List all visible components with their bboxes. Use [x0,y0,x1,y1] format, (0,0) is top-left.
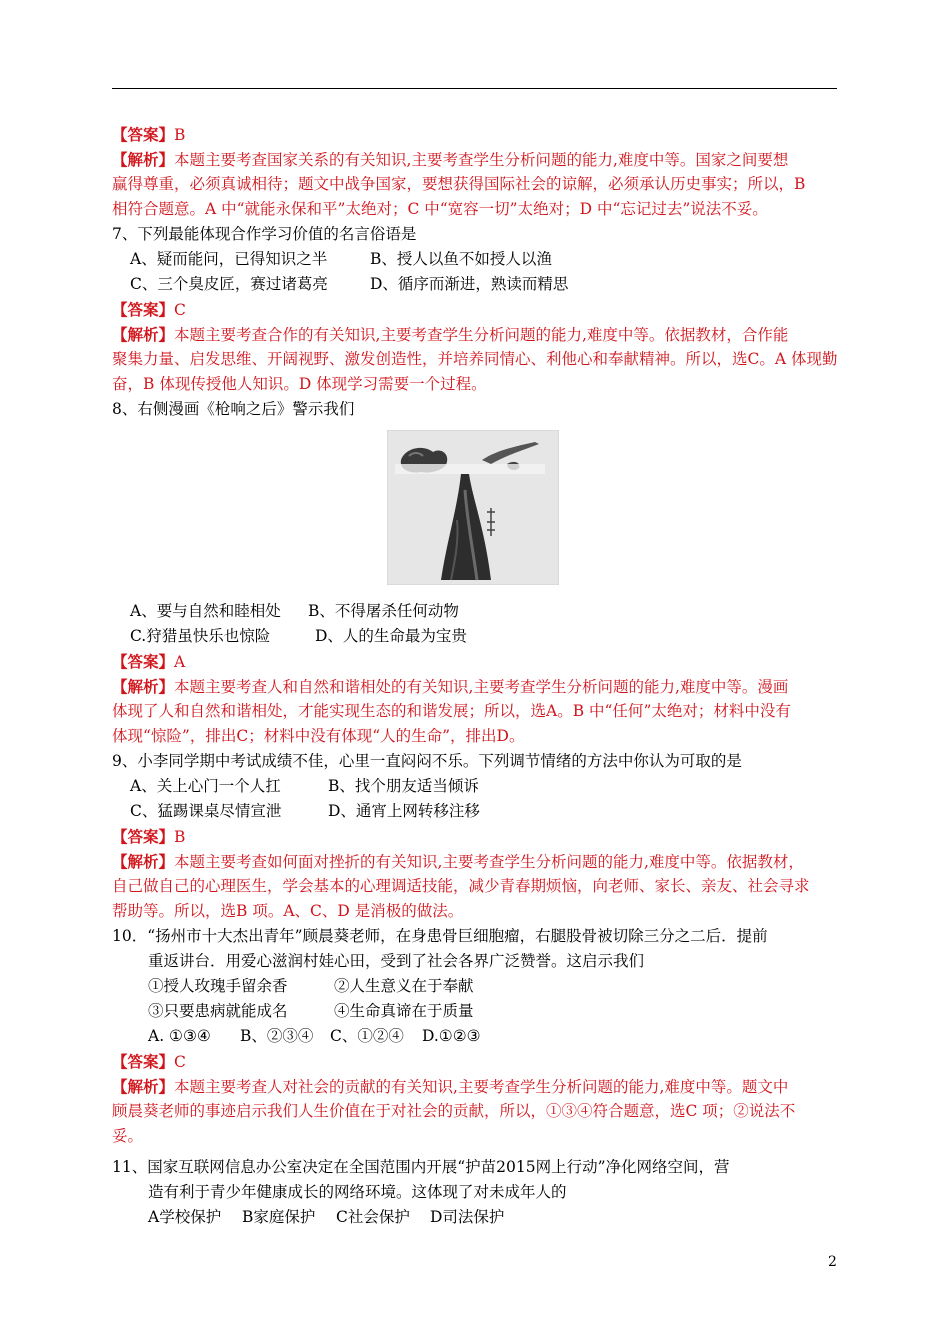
choice-d: D.①②③ [422,1027,481,1045]
answer-block [112,1049,840,1074]
option-b: B、授人以鱼不如授人以渔 [370,250,552,268]
option-a: A、要与自然和睦相处 [130,602,281,620]
explanation-line: 聚集力量、启发思维、开阔视野、激发创造性，并培养同情心、利他心和奉献精神。所以，选C。A 体现勤 [112,350,838,368]
header-rule [112,88,837,89]
answer-tag: 【答案】 [112,827,175,846]
option-a: A、关上心门一个人扛 [130,777,281,795]
choice-b: B、②③④ [240,1027,314,1045]
answer-tag: 【答案】 [112,300,175,319]
answer-value: B [174,126,186,144]
answer-value: C [174,1053,186,1071]
statement: ①授人玫瑰手留余香 [148,977,288,995]
explanation-line: 体现“惊险”，排出C；材料中没有体现“人的生命”，排出D。 [112,727,525,745]
explanation-line: 自己做自己的心理医生，学会基本的心理调适技能，减少青春期烦恼，向老师、家长、亲友、社会寻求 [112,877,810,895]
answer-value: C [174,301,186,319]
option-d: D、循序而渐进，熟读而精思 [370,275,569,293]
document-body [112,122,840,1230]
explanation-line: 妥。 [112,1127,144,1145]
answer-tag: 【答案】 [112,125,175,144]
answer-block [112,824,840,849]
explanation-line: 体现了人和自然和谐相处，才能实现生态的和谐发展；所以，选A。B 中“任何”太绝对；材料中没有 [112,702,791,720]
answer-tag: 【答案】 [112,652,175,671]
option-b: B、找个朋友适当倾诉 [328,777,479,795]
answer-block [112,649,840,674]
explanation-block [112,322,840,397]
explanation-line: 本题主要考查人和自然和谐相处的有关知识,主要考查学生分析问题的能力,难度中等。漫画 [174,678,789,696]
explanation-line: 相符合题意。A 中“就能永保和平”太绝对；C 中“宽容一切”太绝对；D 中“忘记过去”说法不妥。 [112,200,768,218]
answer-value: A [174,653,186,671]
question-7-stem: 7、下列最能体现合作学习价值的名言俗语是 [112,225,417,243]
option-d: D、人的生命最为宝贵 [315,627,467,645]
question-11-stem: 11、国家互联网信息办公室决定在全国范围内开展“护苗2015网上行动”净化网络空间，营 [112,1158,730,1176]
statement: ②人生意义在于奉献 [334,977,474,995]
question-7-options-row-1 [112,247,840,272]
answer-value: B [174,828,186,846]
page-number: 2 [828,1254,837,1270]
option-c: C、三个臭皮匠，赛过诸葛亮 [130,275,328,293]
answer-tag: 【答案】 [112,1052,175,1071]
explanation-tag: 【解析】 [112,852,175,871]
question-9-stem: 9、小李同学期中考试成绩不佳，心里一直闷闷不乐。下列调节情绪的方法中你认为可取的是 [112,752,742,770]
question-8-options-row-2 [112,624,840,649]
explanation-block [112,674,840,749]
explanation-line: 本题主要考查国家关系的有关知识,主要考查学生分析问题的能力,难度中等。国家之间要想 [174,151,789,169]
option-a: A学校保护 [148,1208,222,1226]
explanation-line: 奋，B 体现传授他人知识。D 体现学习需要一个过程。 [112,375,487,393]
choice-a: A. ①③④ [148,1027,211,1045]
option-c: C.狩猎虽快乐也惊险 [130,627,271,645]
explanation-line: 顾晨葵老师的事迹启示我们人生价值在于对社会的贡献，所以，①③④符合题意，选C 项；②说法不 [112,1102,796,1120]
option-c: C、猛踢课桌尽情宣泄 [130,802,282,820]
cartoon-image [387,430,559,585]
option-c: C社会保护 [336,1208,410,1226]
explanation-block [112,1074,840,1149]
question-7-options-row-2 [112,272,840,297]
explanation-line: 赢得尊重，必须真诚相待；题文中战争国家，要想获得国际社会的谅解，必须承认历史事实；所以，B [112,175,806,193]
question-10-statements-row-1 [112,974,840,999]
option-b: B、不得屠杀任何动物 [308,602,459,620]
question-8-stem: 8、右侧漫画《枪响之后》警示我们 [112,400,355,418]
choice-c: C、①②④ [330,1027,404,1045]
question-10-statements-row-2 [112,999,840,1024]
statement: ③只要患病就能成名 [148,1002,288,1020]
explanation-tag: 【解析】 [112,1077,175,1096]
question-11-stem: 造有利于青少年健康成长的网络环境。这体现了对未成年人的 [148,1183,567,1201]
answer-block [112,297,840,322]
statement: ④生命真谛在于质量 [334,1002,474,1020]
question-10-choices [112,1024,840,1049]
explanation-line: 帮助等。所以，选B 项。A、C、D 是消极的做法。 [112,902,464,920]
explanation-block [112,849,840,924]
question-8-options-row-1 [112,599,840,624]
explanation-block [112,147,840,222]
option-b: B家庭保护 [242,1208,316,1226]
answer-block [112,122,840,147]
explanation-tag: 【解析】 [112,325,175,344]
question-11-options [112,1205,840,1230]
option-d: D、通宵上网转移注移 [328,802,480,820]
explanation-line: 本题主要考查如何面对挫折的有关知识,主要考查学生分析问题的能力,难度中等。依据教材， [174,853,804,871]
explanation-tag: 【解析】 [112,150,175,169]
cartoon-figure [387,430,559,585]
explanation-line: 本题主要考查人对社会的贡献的有关知识,主要考查学生分析问题的能力,难度中等。题文中 [174,1078,789,1096]
question-10-stem: 重返讲台．用爱心滋润村娃心田，受到了社会各界广泛赞誉。这启示我们 [148,952,645,970]
option-a: A、疑而能问，已得知识之半 [130,250,328,268]
question-9-options-row-2 [112,799,840,824]
question-10-stem: 10．“扬州市十大杰出青年”顾晨葵老师，在身患骨巨细胞瘤，右腿股骨被切除三分之二后．提前 [112,927,768,945]
question-9-options-row-1 [112,774,840,799]
explanation-line: 本题主要考查合作的有关知识,主要考查学生分析问题的能力,难度中等。依据教材，合作能 [174,326,789,344]
option-d: D司法保护 [430,1208,505,1226]
explanation-tag: 【解析】 [112,677,175,696]
